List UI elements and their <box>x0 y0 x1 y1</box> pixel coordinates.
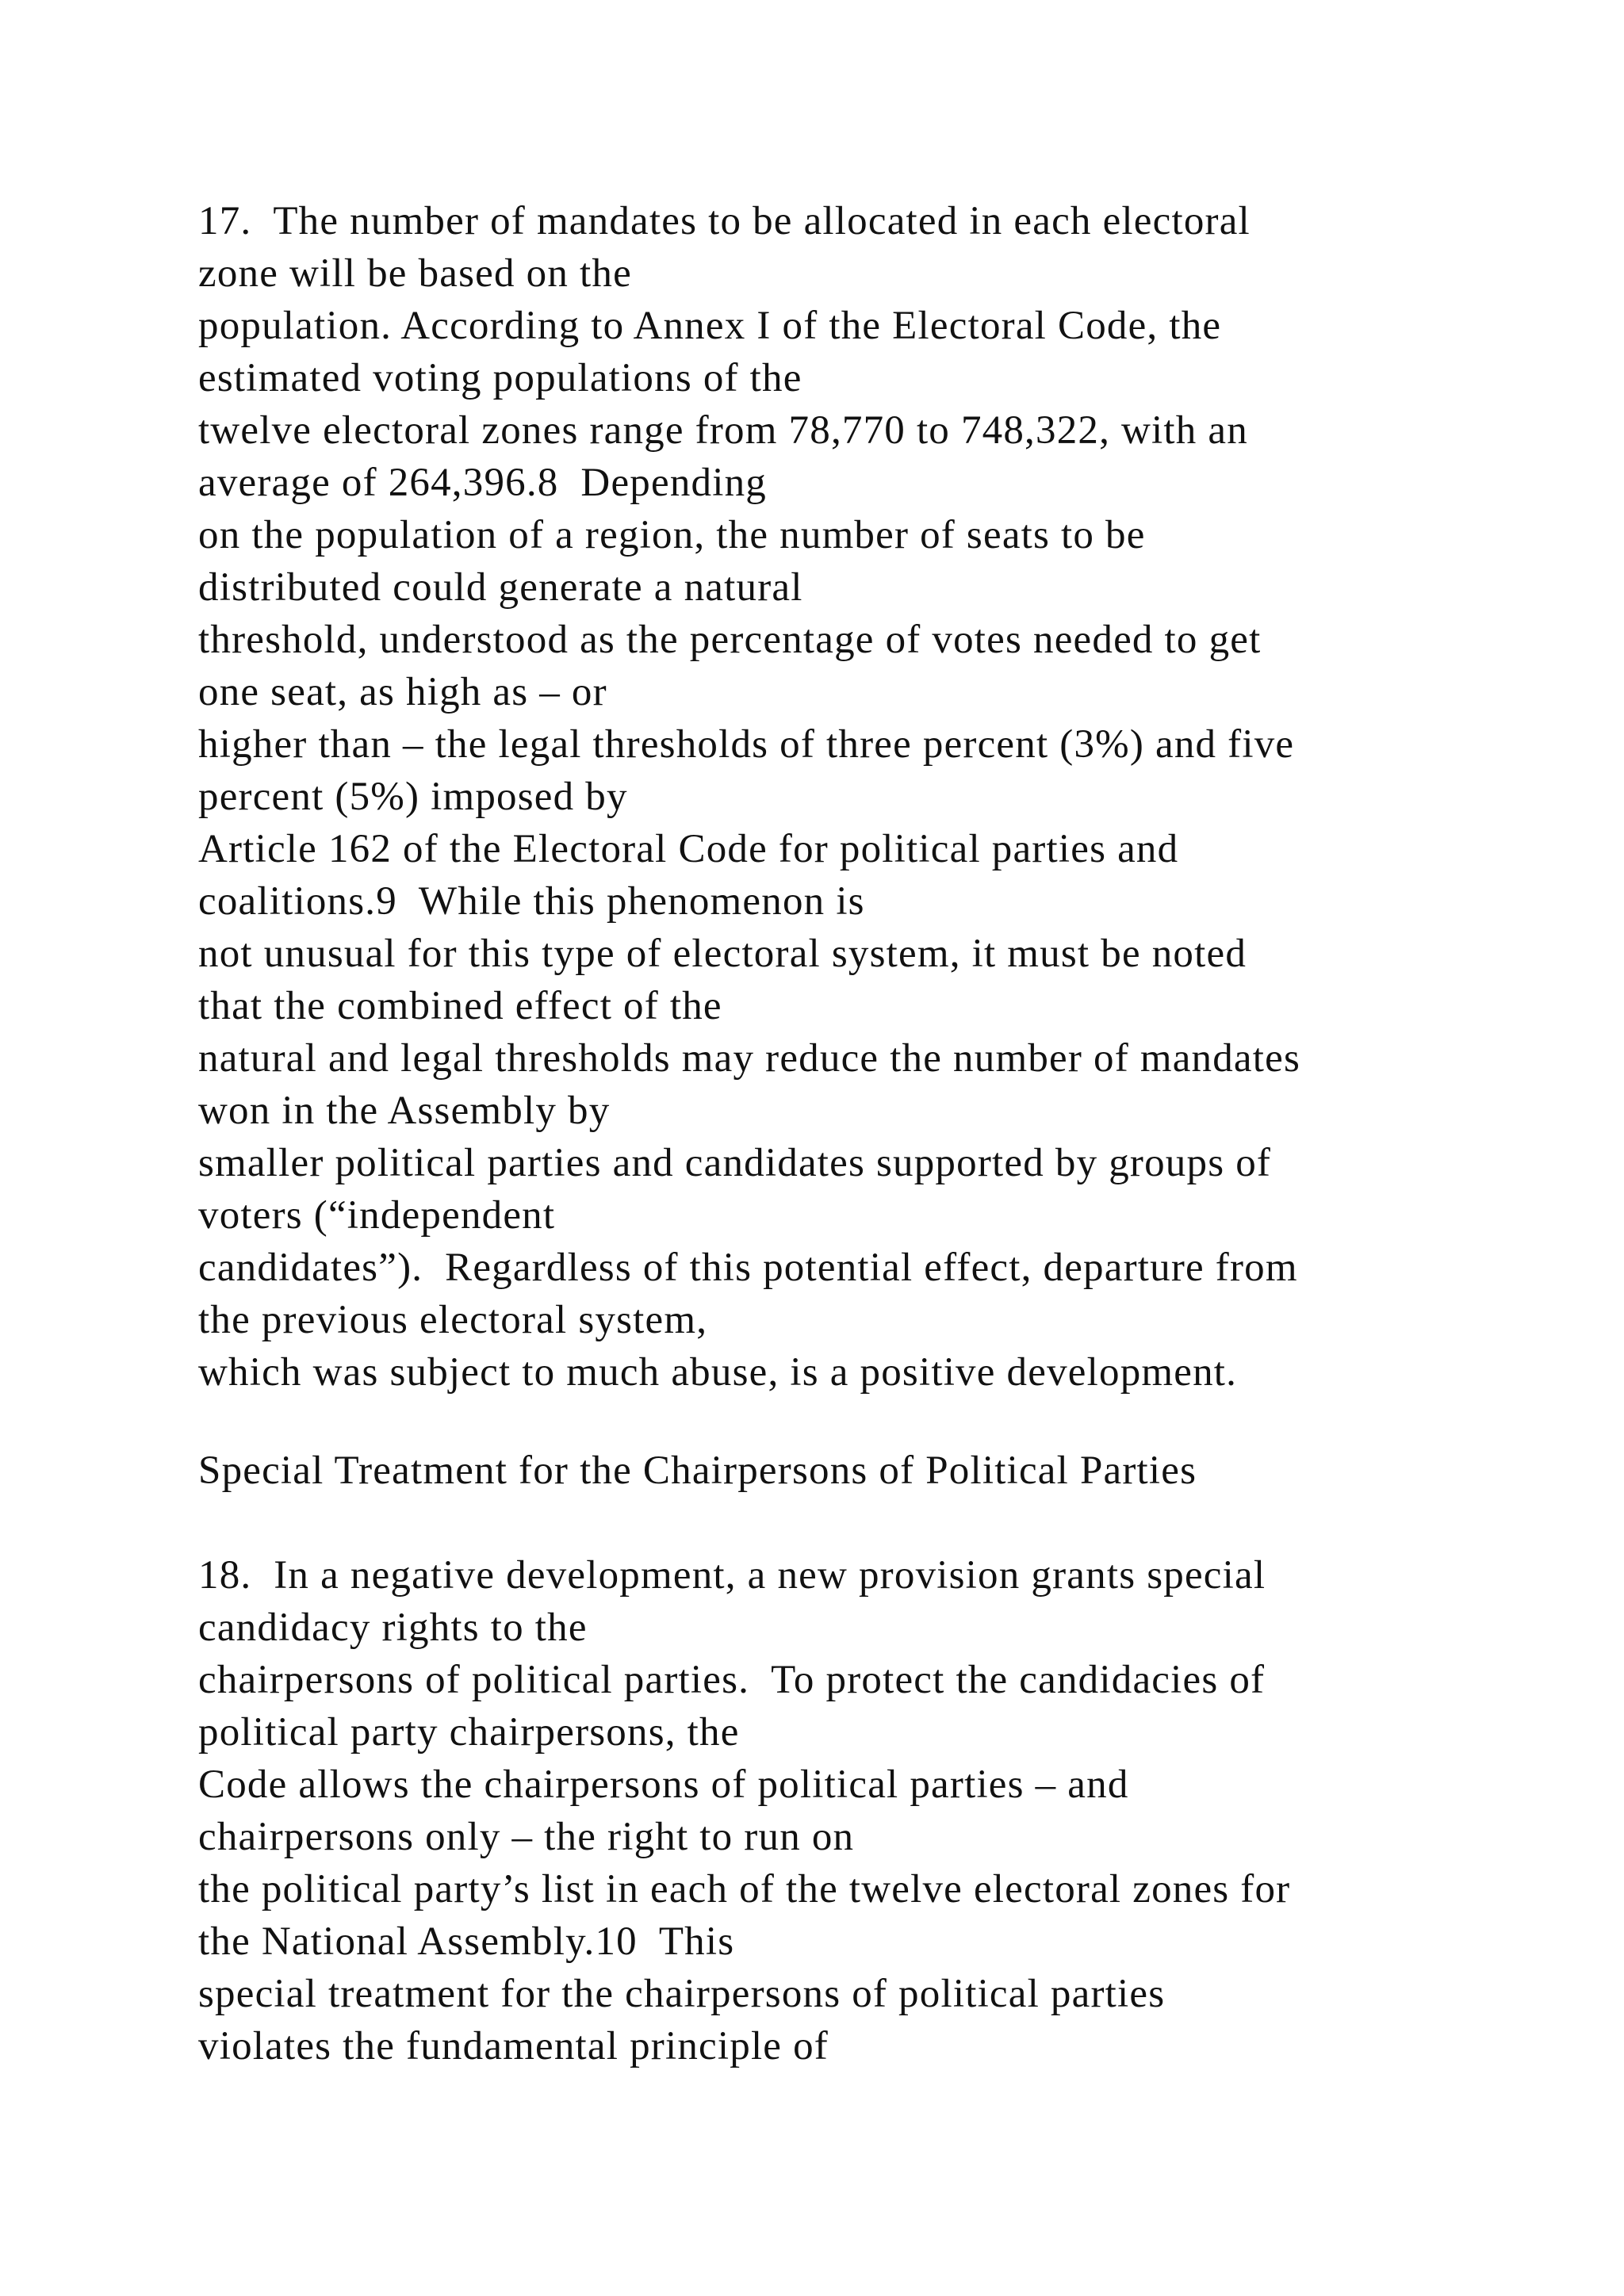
text-line: threshold, understood as the percentage of votes needed to get <box>198 618 1262 662</box>
text-line: average of 264,396.8 Depending <box>198 461 767 505</box>
text-line: voters (“independent <box>198 1193 556 1238</box>
text-line: estimated voting populations of the <box>198 356 802 400</box>
text-line: the political party’s list in each of the twelve electoral zones for <box>198 1867 1291 1911</box>
paragraph-17 <box>198 195 1546 1399</box>
text-line: one seat, as high as – or <box>198 670 607 714</box>
paragraph-18 <box>198 1549 1546 2072</box>
text-line: violates the fundamental principle of <box>198 2024 829 2068</box>
text-line: which was subject to much abuse, is a positive development. <box>198 1350 1238 1395</box>
text-line: that the combined effect of the <box>198 984 722 1028</box>
text-line: percent (5%) imposed by <box>198 775 628 819</box>
text-line: candidacy rights to the <box>198 1605 588 1650</box>
text-line: not unusual for this type of electoral system, it must be noted <box>198 932 1247 976</box>
text-line: zone will be based on the <box>198 251 632 296</box>
text-line: chairpersons only – the right to run on <box>198 1815 855 1859</box>
text-line: the National Assembly.10 This <box>198 1919 735 1964</box>
text-line: Article 162 of the Electoral Code for political parties and <box>198 827 1179 871</box>
text-line: chairpersons of political parties. To protect the candidacies of <box>198 1658 1266 1702</box>
text-line: the previous electoral system, <box>198 1298 708 1342</box>
text-line: coalitions.9 While this phenomenon is <box>198 879 865 924</box>
text-line: 18. In a negative development, a new provision grants special <box>198 1553 1266 1598</box>
section-heading <box>198 1445 1546 1497</box>
text-line: candidates”). Regardless of this potential effect, departure from <box>198 1246 1298 1290</box>
text-line: 17. The number of mandates to be allocated in each electoral <box>198 199 1251 243</box>
text-line: higher than – the legal thresholds of three percent (3%) and five <box>198 722 1295 767</box>
text-line: distributed could generate a natural <box>198 565 803 610</box>
text-line: twelve electoral zones range from 78,770 to 748,322, with an <box>198 408 1248 453</box>
text-line: won in the Assembly by <box>198 1089 611 1133</box>
text-line: natural and legal thresholds may reduce the number of mandates <box>198 1036 1301 1081</box>
text-line: on the population of a region, the number of seats to be <box>198 513 1146 557</box>
text-line: Code allows the chairpersons of political parties – and <box>198 1762 1129 1807</box>
text-line: special treatment for the chairpersons of political parties <box>198 1972 1166 2016</box>
text-line: population. According to Annex I of the Electoral Code, the <box>198 304 1222 348</box>
section-heading-text: Special Treatment for the Chairpersons of Political Parties <box>198 1448 1197 1493</box>
text-line: political party chairpersons, the <box>198 1710 740 1755</box>
text-line: smaller political parties and candidates supported by groups of <box>198 1141 1272 1185</box>
